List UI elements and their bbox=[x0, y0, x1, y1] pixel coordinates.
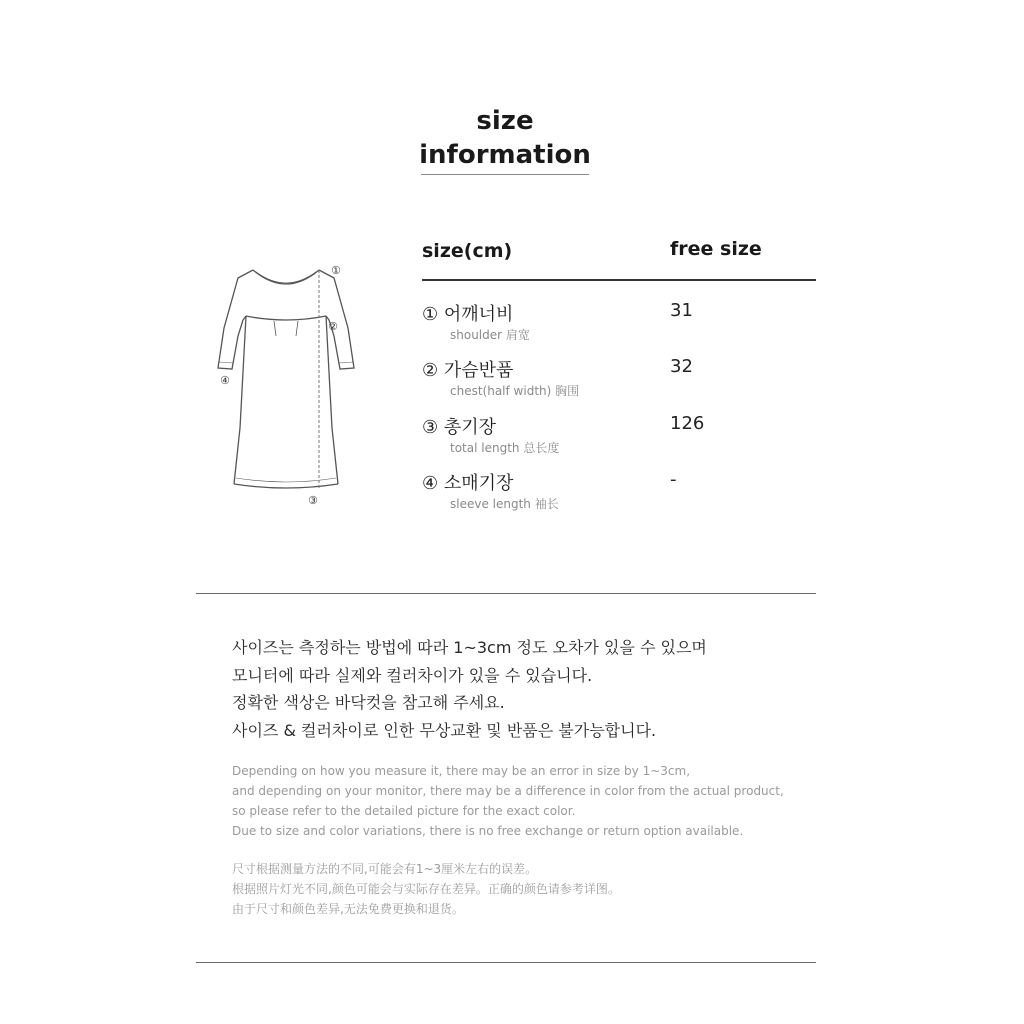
notes-chinese bbox=[232, 859, 832, 919]
header-rule bbox=[422, 279, 816, 281]
dress-outline-svg bbox=[216, 258, 356, 508]
hem bbox=[234, 484, 338, 488]
marker-2: ② bbox=[328, 320, 338, 333]
row-value: 31 bbox=[670, 300, 693, 321]
row-label: ④ 소매기장 bbox=[422, 473, 514, 494]
page-title bbox=[0, 104, 1010, 175]
title-line-1: size bbox=[476, 106, 534, 136]
row-label: ③ 총기장 bbox=[422, 417, 497, 438]
marker-1: ① bbox=[331, 264, 341, 277]
skirt-right bbox=[326, 316, 338, 484]
header-value: free size bbox=[670, 238, 762, 260]
section-divider-top bbox=[196, 593, 816, 594]
note-line: 모니터에 따라 실제와 컬러차이가 있을 수 있습니다. bbox=[232, 665, 593, 685]
section-divider-bottom bbox=[196, 962, 816, 963]
title-line-2: information bbox=[419, 140, 591, 170]
table-row bbox=[422, 413, 816, 463]
note-line: Due to size and color variations, there is no free exchange or return option available. bbox=[232, 824, 744, 838]
note-line: and depending on your monitor, there may be a difference in color from the actual product, bbox=[232, 784, 784, 798]
neckline bbox=[253, 270, 319, 284]
row-value: 126 bbox=[670, 413, 705, 434]
note-line: so please refer to the detailed picture for the exact color. bbox=[232, 804, 576, 818]
note-line: 根据照片灯光不同,颜色可能会与实际存在差异。正确的颜色请参考详图。 bbox=[232, 882, 620, 896]
row-sublabel: shoulder 肩宽 bbox=[450, 328, 530, 342]
row-sublabel: chest(half width) 胸围 bbox=[450, 384, 580, 398]
table-row bbox=[422, 356, 816, 406]
row-value: 32 bbox=[670, 356, 693, 377]
marker-3: ③ bbox=[308, 494, 318, 507]
note-line: 由于尺寸和颜色差异,无法免费更换和退货。 bbox=[232, 902, 464, 916]
note-line: Depending on how you measure it, there may be an error in size by 1~3cm, bbox=[232, 764, 691, 778]
marker-4: ④ bbox=[220, 374, 230, 387]
notes-english bbox=[232, 761, 832, 841]
title-underline bbox=[421, 174, 589, 175]
note-line: 정확한 색상은 바닥컷을 참고해 주세요. bbox=[232, 693, 505, 712]
table-row bbox=[422, 300, 816, 350]
row-sublabel: sleeve length 袖长 bbox=[450, 497, 559, 511]
skirt-left bbox=[234, 316, 246, 484]
note-line: 尺寸根据测量方法的不同,可能会有1~3厘米左右的误差。 bbox=[232, 862, 538, 876]
dress-diagram bbox=[216, 258, 356, 508]
row-label: ① 어깨너비 bbox=[422, 304, 514, 325]
size-table bbox=[422, 236, 816, 511]
left-sleeve bbox=[218, 270, 253, 369]
note-line: 사이즈 & 컬러차이로 인한 무상교환 및 반품은 불가능합니다. bbox=[232, 720, 657, 740]
waist-seam bbox=[246, 316, 326, 320]
size-table-header bbox=[422, 236, 816, 280]
row-sublabel: total length 总长度 bbox=[450, 441, 560, 455]
row-label: ② 가슴반품 bbox=[422, 360, 514, 381]
notes-korean bbox=[232, 634, 832, 744]
table-row bbox=[422, 469, 816, 519]
row-value: - bbox=[670, 469, 677, 490]
header-label: size(cm) bbox=[422, 240, 513, 262]
note-line: 사이즈는 측정하는 방법에 따라 1~3cm 정도 오차가 있을 수 있으며 bbox=[232, 638, 707, 657]
